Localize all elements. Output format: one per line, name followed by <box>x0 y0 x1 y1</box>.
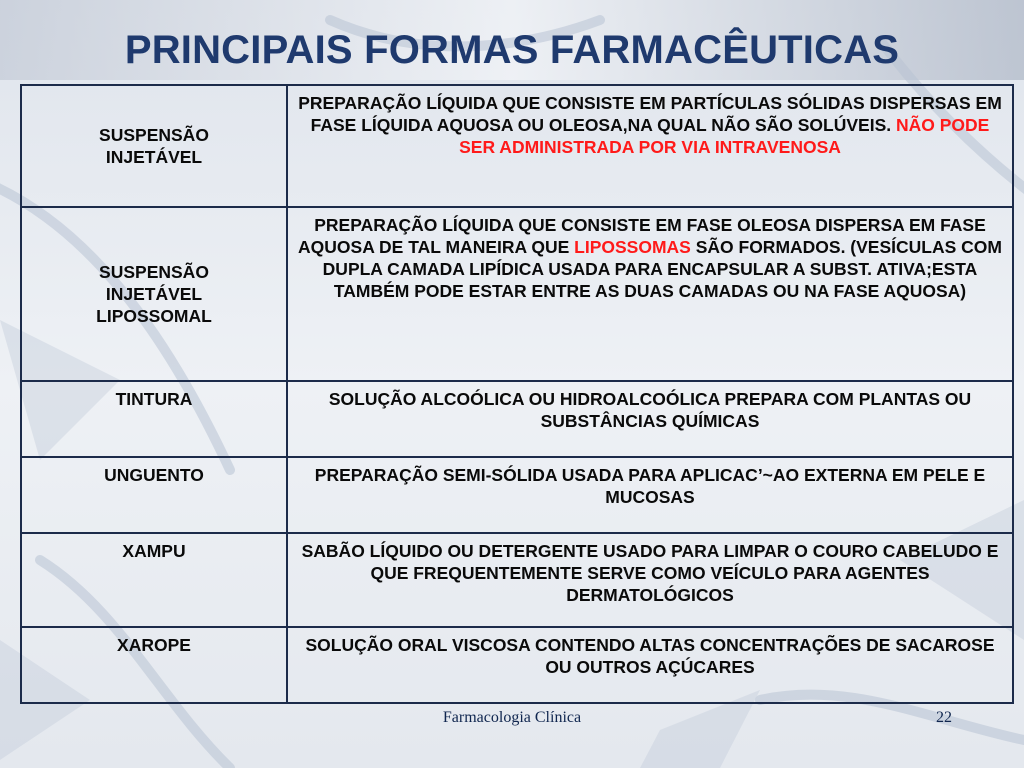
dosage-form-name: UNGUENTO <box>21 457 287 533</box>
description-text: PREPARAÇÃO LÍQUIDA QUE CONSISTE EM PARTÍCULAS SÓLIDAS DISPERSAS EM FASE LÍQUIDA AQUOSA OU OLEOSA,NA QUAL NÃO SÃO SOLÚVEIS. <box>298 93 1002 135</box>
page-number: 22 <box>936 709 952 726</box>
dosage-form-name: XAROPE <box>21 627 287 703</box>
table-row <box>21 457 1013 533</box>
name-line: SUSPENSÃO <box>99 262 209 282</box>
description-text: SÃO FORMADOS. (VESÍCULAS COM DUPLA CAMADA LIPÍDICA USADA PARA ENCAPSULAR A SUBST. ATIVA;ESTA TAMBÉM PODE ESTAR ENTRE AS DUAS CAMADAS OU NA FASE AQUOSA) <box>322 237 1002 301</box>
dosage-form-description: SABÃO LÍQUIDO OU DETERGENTE USADO PARA LIMPAR O COURO CABELUDO E QUE FREQUENTEMENTE SERVE COMO VEÍCULO PARA AGENTES DERMATOLÓGICOS <box>287 533 1013 627</box>
table-row <box>21 381 1013 457</box>
name-line: LIPOSSOMAL <box>96 306 212 326</box>
dosage-form-name <box>21 207 287 381</box>
dosage-form-name: XAMPU <box>21 533 287 627</box>
slide-title: PRINCIPAIS FORMAS FARMACÊUTICAS <box>124 28 900 72</box>
dosage-form-description: SOLUÇÃO ORAL VISCOSA CONTENDO ALTAS CONCENTRAÇÕES DE SACAROSE OU OUTROS AÇÚCARES <box>287 627 1013 703</box>
description-highlight: LIPOSSOMAS <box>574 237 691 257</box>
name-line: INJETÁVEL <box>105 284 203 304</box>
dosage-form-description: PREPARAÇÃO SEMI-SÓLIDA USADA PARA APLICAC’~AO EXTERNA EM PELE E MUCOSAS <box>287 457 1013 533</box>
name-line: INJETÁVEL <box>105 147 203 167</box>
description-text: PREPARAÇÃO LÍQUIDA QUE CONSISTE EM FASE OLEOSA DISPERSA EM FASE AQUOSA DE TAL MANEIRA QUE <box>298 215 986 257</box>
dosage-form-name: TINTURA <box>21 381 287 457</box>
dosage-form-description <box>287 85 1013 207</box>
table-row <box>21 85 1013 207</box>
table-row <box>21 207 1013 381</box>
dosage-form-description: SOLUÇÃO ALCOÓLICA OU HIDROALCOÓLICA PREPARA COM PLANTAS OU SUBSTÂNCIAS QUÍMICAS <box>287 381 1013 457</box>
dosage-form-name <box>21 85 287 207</box>
dosage-form-description <box>287 207 1013 381</box>
description-warning: NÃO PODE SER ADMINISTRADA POR VIA INTRAVENOSA <box>459 115 990 157</box>
table-row <box>21 533 1013 627</box>
table-row <box>21 627 1013 703</box>
dosage-forms-table <box>20 84 1014 704</box>
name-line: SUSPENSÃO <box>99 125 209 145</box>
footer-course-name: Farmacologia Clínica <box>442 709 582 726</box>
